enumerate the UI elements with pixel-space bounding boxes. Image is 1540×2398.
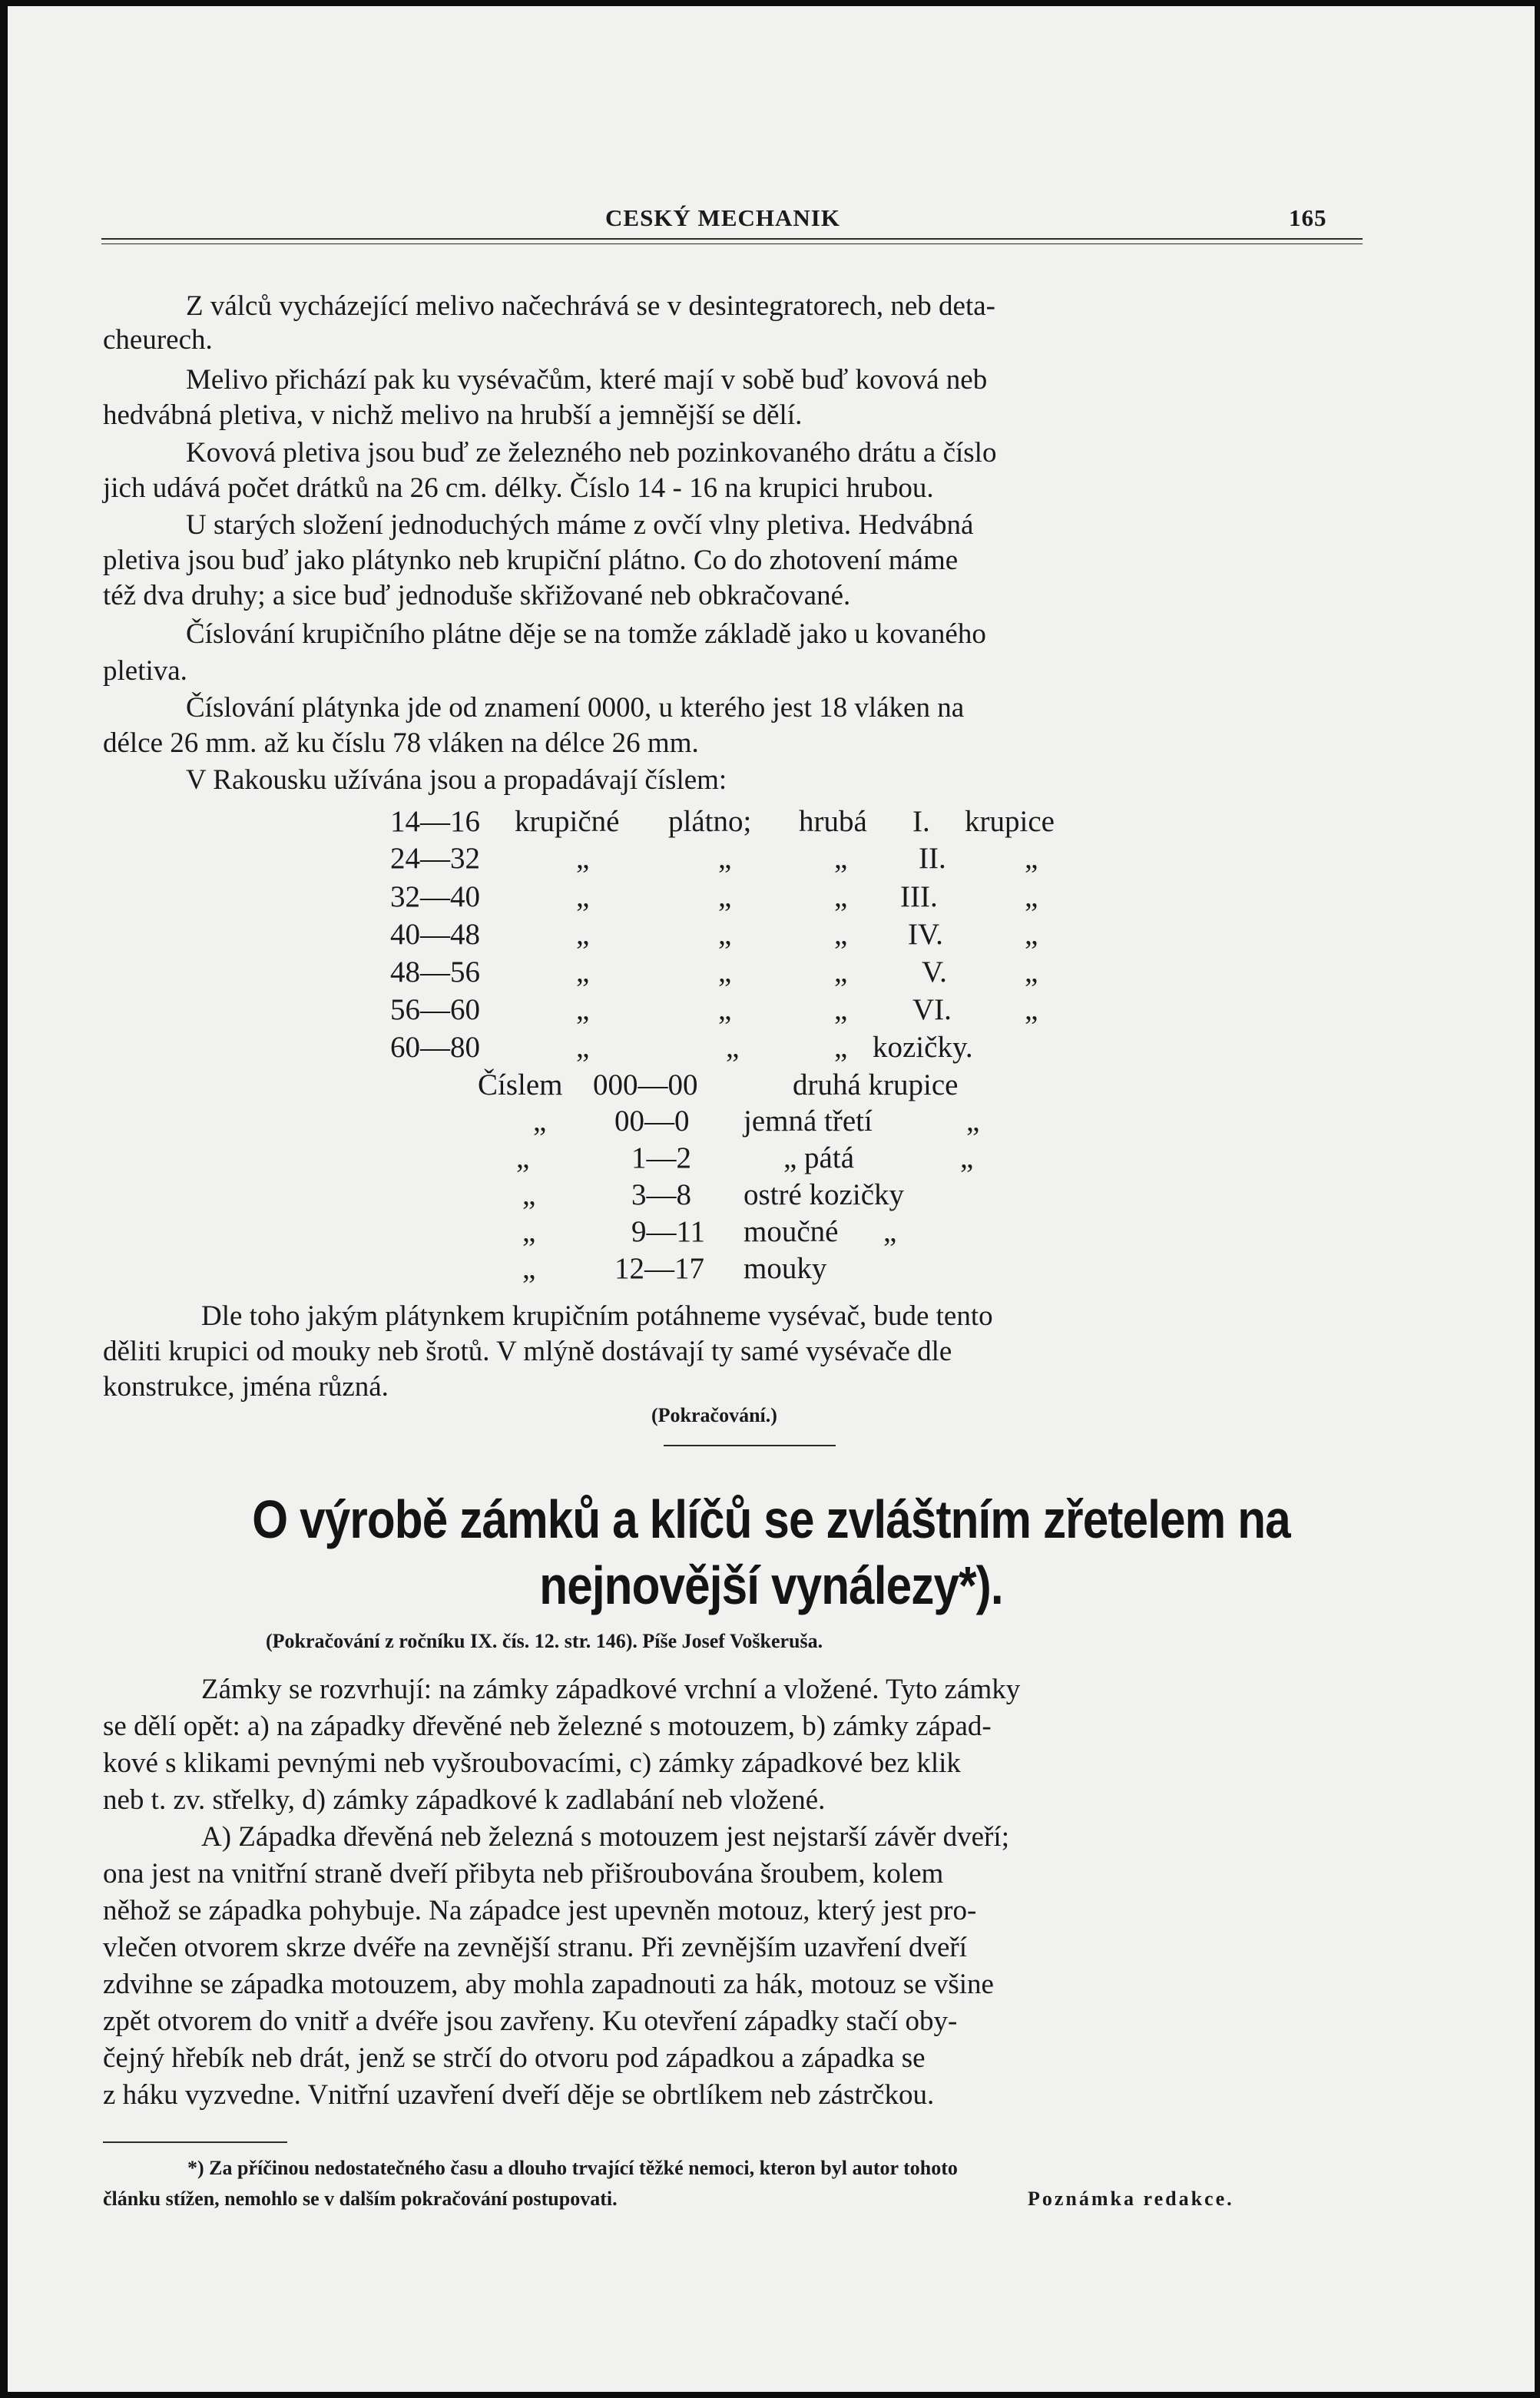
table1-grade: II. (919, 842, 946, 875)
body-line: něhož se západka pohybuje. Na západce jest upevněn motouz, který jest pro- (103, 1895, 977, 1926)
running-header-title: CESKÝ MECHANIK (605, 204, 840, 231)
footnote-line-2: článku stížen, nemohlo se v dalším pokračování postupovati. (103, 2188, 618, 2210)
body-line: děliti krupici od mouky neb šrotů. V mlýně dostávají ty samé vysévače dle (103, 1336, 952, 1367)
body-line: kové s klikami pevnými neb vyšroubovacími, c) zámky západkové bez klik (103, 1747, 961, 1779)
table1-cell: „ (718, 880, 732, 913)
table1-range: 48—56 (390, 956, 480, 989)
table1-cell: „ (576, 880, 590, 913)
table2-range: 000—00 (593, 1068, 698, 1101)
table2-prefix: Číslem (478, 1068, 563, 1101)
body-line: ona jest na vnitřní straně dveří přibyta neb přišroubována šroubem, kolem (103, 1858, 944, 1890)
body-line: Číslování plátynka jde od znamení 0000, u kterého jest 18 vláken na (186, 692, 965, 724)
body-line: neb t. zv. střelky, d) zámky západkové k zadlabání neb vložené. (103, 1784, 826, 1816)
table2-desc: jemná třetí (744, 1105, 873, 1138)
table1-range: 32—40 (390, 880, 480, 913)
table1-grade: VI. (912, 993, 952, 1026)
table1-grade: kozičky. (873, 1031, 973, 1064)
header-rule-thin (101, 243, 1363, 244)
body-line: pletiva. (103, 655, 187, 687)
page (8, 6, 1535, 2392)
header-rule (101, 238, 1363, 240)
body-line: délce 26 mm. až ku číslu 78 vláken na délce 26 mm. (103, 727, 699, 759)
body-line: Z válců vycházející melivo načechrává se v desintegratorech, neb deta- (186, 290, 995, 322)
table2-ditto: „ (960, 1141, 974, 1174)
article-title-line-2: nejnovější vynálezy*). (539, 1555, 1003, 1615)
footnote-rule (103, 2141, 287, 2143)
body-line: se dělí opět: a) na západky dřevěné neb železné s motouzem, b) zámky západ- (103, 1711, 992, 1742)
table2-prefix: „ (522, 1215, 536, 1248)
table1-cell: „ (576, 1031, 590, 1064)
table1-cell: „ (834, 842, 848, 875)
table1-cell: „ (726, 1031, 740, 1064)
table1-cell: „ (718, 842, 732, 875)
body-line: cheurech. (103, 324, 213, 356)
table1-cell: „ (1025, 956, 1038, 989)
body-line: konstrukce, jména různá. (103, 1371, 389, 1403)
table1-cell: „ (576, 956, 590, 989)
table2-range: 3—8 (631, 1178, 691, 1211)
body-line: z háku vyzvedne. Vnitřní uzavření dveří děje se obrtlíkem neb zástrčkou. (103, 2079, 935, 2111)
table1-cell: „ (834, 993, 848, 1026)
table1-cell: „ (576, 842, 590, 875)
table2-prefix: „ (522, 1252, 536, 1285)
body-line: zdvihne se západka motouzem, aby mohla zapadnouti za hák, motouz se všine (103, 1969, 994, 2000)
table1-cell: „ (1025, 918, 1038, 951)
table1-cell: „ (834, 1031, 848, 1064)
table2-ditto: „ (883, 1215, 897, 1248)
table1-cell: „ (718, 918, 732, 951)
body-line: pletiva jsou buď jako plátynko neb krupiční plátno. Co do zhotovení máme (103, 545, 959, 576)
body-line: Číslování krupičního plátne děje se na tomže základě jako u kovaného (186, 618, 986, 650)
table1-cell: „ (834, 918, 848, 951)
continued-note: (Pokračování.) (651, 1404, 777, 1426)
table2-range: 12—17 (614, 1252, 704, 1285)
table1-range: 14—16 (390, 805, 480, 838)
table2-prefix: „ (522, 1178, 536, 1211)
table1-cell: krupice (965, 805, 1055, 838)
table1-range: 40—48 (390, 918, 480, 951)
table1-range: 24—32 (390, 842, 480, 875)
article-title-line-1: O výrobě zámků a klíčů se zvláštním zřetelem na (252, 1489, 1290, 1549)
table2-range: 1—2 (631, 1141, 691, 1174)
editor-signature: Poznámka redakce. (1028, 2188, 1234, 2210)
table1-cell: hrubá (799, 805, 867, 838)
page-number: 165 (1289, 204, 1327, 231)
footnote-line-1: *) Za příčinou nedostatečného času a dlouho trvající těžké nemoci, kteron byl autor tohoto (187, 2157, 958, 2179)
table1-cell: „ (718, 993, 732, 1026)
table1-cell: krupičné (515, 805, 620, 838)
table2-desc: druhá krupice (793, 1068, 959, 1101)
article-byline: (Pokračování z ročníku IX. čís. 12. str. 146). Píše Josef Voškeruša. (266, 1630, 823, 1652)
table2-prefix: „ (533, 1105, 547, 1138)
body-line: zpět otvorem do vnitř a dvéře jsou zavřeny. Ku otevření západky stačí oby- (103, 2006, 958, 2037)
body-line: čejný hřebík neb drát, jenž se strčí do otvoru pod západkou a západka se (103, 2042, 926, 2074)
section-divider (664, 1445, 836, 1446)
table1-grade: III. (900, 880, 938, 913)
table1-cell: „ (834, 880, 848, 913)
table1-cell: plátno; (668, 805, 752, 838)
body-line: hedvábná pletiva, v nichž melivo na hrubší a jemnější se dělí. (103, 399, 803, 431)
body-line: Dle toho jakým plátynkem krupičním potáhneme vysévač, bude tento (201, 1300, 993, 1332)
table2-prefix: „ (516, 1141, 530, 1174)
table1-cell: „ (1025, 880, 1038, 913)
table2-range: 9—11 (631, 1215, 706, 1248)
body-line: A) Západka dřevěná neb železná s motouzem jest nejstarší závěr dveří; (201, 1821, 1009, 1853)
table1-cell: „ (576, 918, 590, 951)
table1-range: 60—80 (390, 1031, 480, 1064)
body-line: Zámky se rozvrhují: na zámky západkové vrchní a vložené. Tyto zámky (201, 1674, 1021, 1705)
table1-cell: „ (1025, 842, 1038, 875)
table2-desc: mouky (744, 1252, 827, 1285)
body-line: jich udává počet drátků na 26 cm. délky. Číslo 14 - 16 na krupici hrubou. (103, 472, 934, 504)
body-line: Kovová pletiva jsou buď ze železného neb pozinkovaného drátu a číslo (186, 437, 997, 469)
table1-cell: „ (718, 956, 732, 989)
table1-grade: I. (912, 805, 930, 838)
table1-grade: IV. (908, 918, 943, 951)
table2-ditto: „ (966, 1105, 980, 1138)
table1-range: 56—60 (390, 993, 480, 1026)
table1-grade: V. (922, 956, 947, 989)
body-line: Melivo přichází pak ku vysévačům, které mají v sobě buď kovová neb (186, 364, 988, 396)
body-line: vlečen otvorem skrze dvéře na zevnější stranu. Při zevnějším uzavření dveří (103, 1932, 967, 1963)
table1-cell: „ (834, 956, 848, 989)
table1-cell: „ (1025, 993, 1038, 1026)
body-line: V Rakousku užívána jsou a propadávají číslem: (186, 764, 727, 796)
table2-desc: „ pátá (783, 1141, 855, 1174)
table1-cell: „ (576, 993, 590, 1026)
table2-range: 00—0 (614, 1105, 690, 1138)
table2-desc: moučné (744, 1215, 839, 1248)
body-line: též dva druhy; a sice buď jednoduše skřižované neb obkračované. (103, 580, 851, 611)
table2-desc: ostré kozičky (744, 1178, 905, 1211)
body-line: U starých složení jednoduchých máme z ovčí vlny pletiva. Hedvábná (186, 509, 974, 541)
